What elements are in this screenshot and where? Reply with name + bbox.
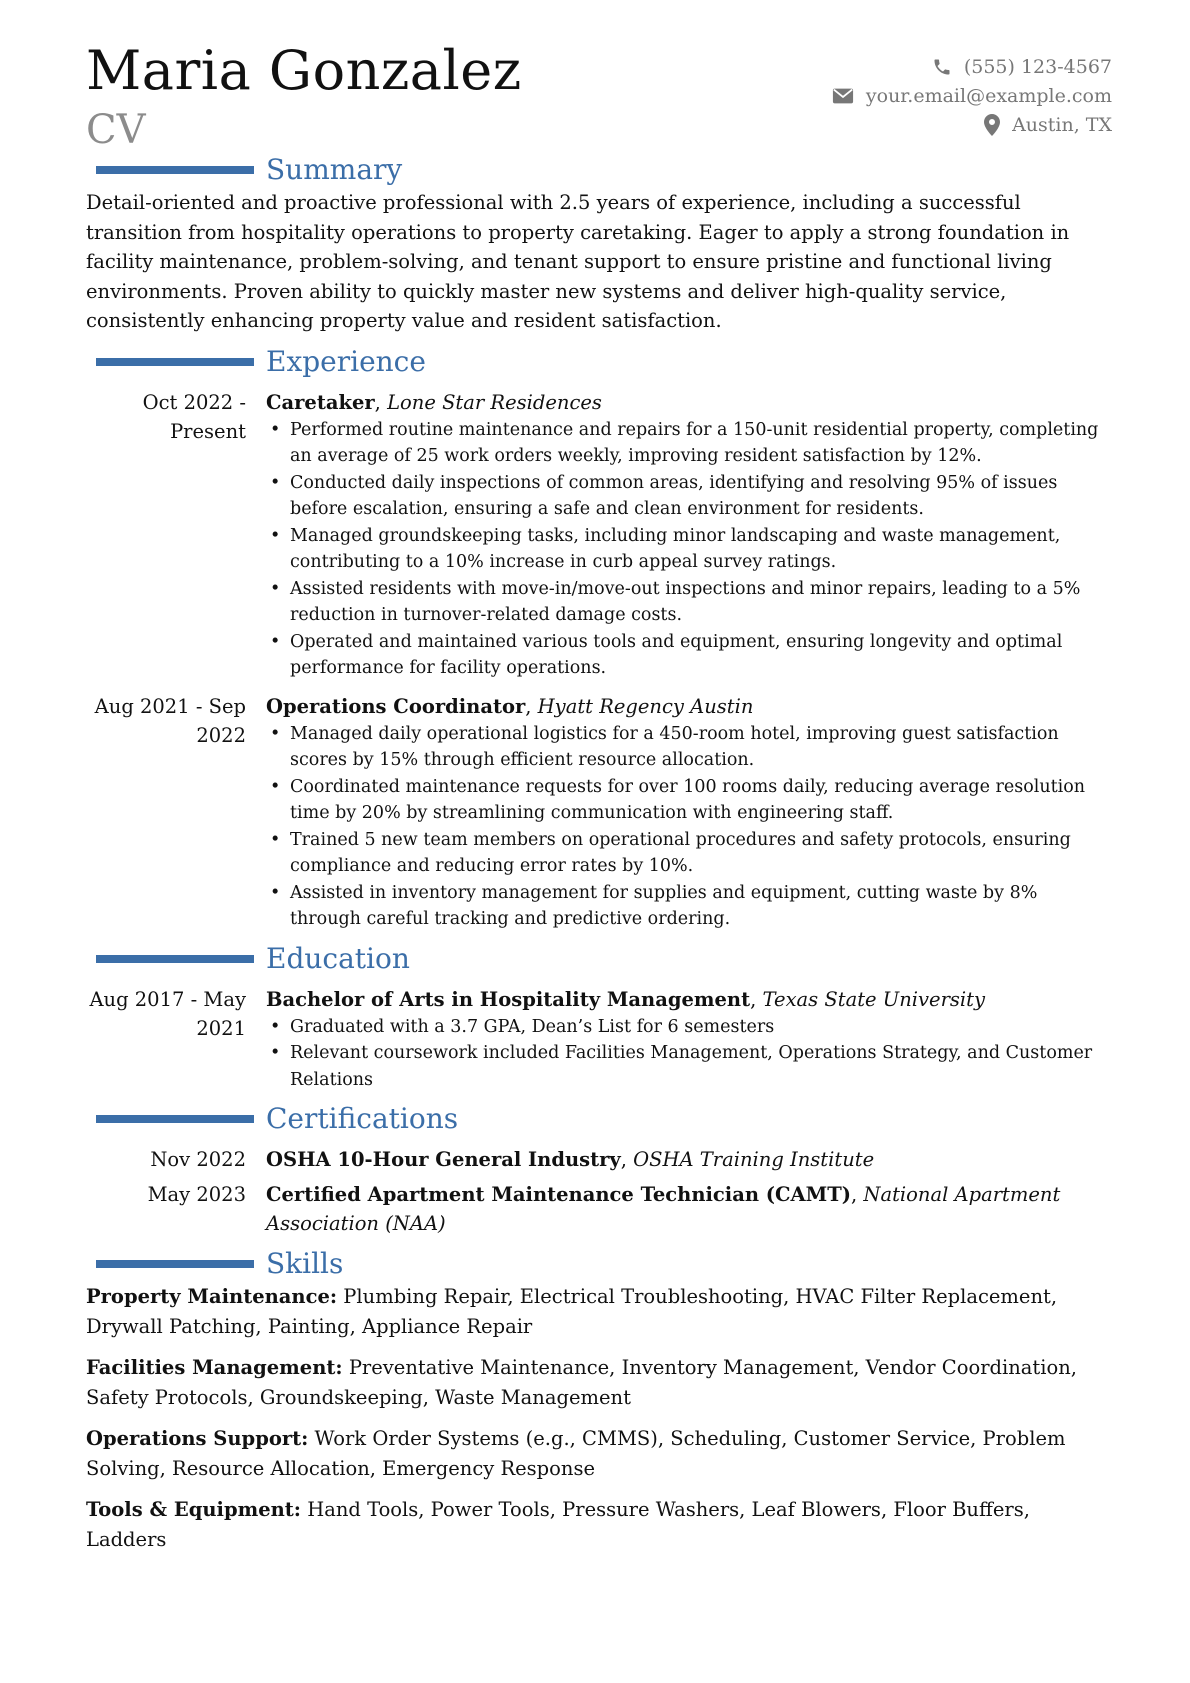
list-item: • Operated and maintained various tools and equipment, ensuring longevity and optimal performance for facility operations. [266, 629, 1112, 682]
section-title: Certifications [266, 1102, 459, 1135]
employer: Lone Star Residences [387, 390, 602, 414]
list-item: • Managed daily operational logistics for a 450-room hotel, improving guest satisfaction scores by 15% through efficient resource allocation. [266, 721, 1112, 774]
degree: Bachelor of Arts in Hospitality Management [266, 987, 751, 1011]
skill-label: Facilities Management: [86, 1356, 343, 1379]
skill-group [86, 1495, 1112, 1554]
summary-text: Detail-oriented and proactive professional with 2.5 years of experience, including a successful transition from hospitality operations to property caretaking. Eager to apply a strong foundation in facility maintenance, problem-solving, and tenant support to ensure pristine and functional living environments. Proven ability to quickly master new systems and deliver high-quality service, consistently enhancing property value and resident satisfaction. [86, 191, 1070, 332]
certification-name: Certified Apartment Maintenance Technician (CAMT) [266, 1183, 851, 1206]
section-accent-bar [96, 166, 254, 174]
resume-page [86, 40, 1112, 1566]
section-heading [86, 344, 1112, 380]
issuer: National Apartment Association (NAA) [266, 1183, 1061, 1235]
section-title: Education [266, 941, 410, 975]
institution: Texas State University [762, 987, 985, 1011]
skill-values: Work Order Systems (e.g., CMMS), Scheduling, Customer Service, Problem Solving, Resource Allocation, Emergency Response [86, 1427, 1066, 1480]
list-item: • Assisted residents with move-in/move-out inspections and minor repairs, leading to a 5% reduction in turnover-related damage costs. [266, 576, 1112, 629]
list-item: • Graduated with a 3.7 GPA, Dean’s List for 6 semesters [266, 1014, 1112, 1041]
section-title: Skills [266, 1247, 344, 1280]
education-section [86, 941, 1112, 1094]
entry-heading: Bachelor of Arts in Hospitality Management, Texas State University [266, 987, 985, 1011]
bullet-list [266, 417, 1112, 682]
list-item: • Performed routine maintenance and repairs for a 150-unit residential property, completing an average of 25 work orders weekly, improving resident satisfaction by 12%. [266, 417, 1112, 470]
entry-date: Aug 2017 - May 2021 [89, 987, 246, 1040]
person-name: Maria Gonzalez [86, 39, 522, 102]
skill-group [86, 1424, 1112, 1483]
skill-group [86, 1282, 1112, 1341]
summary-section [86, 152, 1112, 336]
section-accent-bar [96, 1260, 254, 1268]
entry-date: Aug 2021 - Sep 2022 [94, 694, 246, 747]
list-item: • Relevant coursework included Facilities Management, Operations Strategy, and Customer Relations [266, 1040, 1112, 1093]
certification-name: OSHA 10-Hour General Industry [266, 1148, 621, 1171]
section-title: Summary [266, 153, 403, 186]
experience-entry [86, 388, 1112, 682]
entry-heading: Caretaker, Lone Star Residences [266, 390, 602, 414]
job-title: Operations Coordinator [266, 694, 526, 718]
entry-heading: Certified Apartment Maintenance Technician (CAMT), National Apartment Association (NAA) [266, 1183, 1061, 1235]
section-accent-bar [96, 955, 254, 963]
experience-entry [86, 692, 1112, 933]
entry-date: May 2023 [147, 1183, 246, 1206]
list-item: • Trained 5 new team members on operational procedures and safety protocols, ensuring compliance and reducing error rates by 10%. [266, 827, 1112, 880]
entry-date: Nov 2022 [150, 1148, 246, 1171]
skill-group [86, 1353, 1112, 1412]
certifications-section [86, 1101, 1112, 1238]
skill-values: Plumbing Repair, Electrical Troubleshooting, HVAC Filter Replacement, Drywall Patching, Painting, Appliance Repair [86, 1285, 1058, 1338]
certification-entry [86, 1180, 1112, 1238]
skills-section [86, 1246, 1112, 1554]
skill-label: Operations Support: [86, 1427, 309, 1450]
skill-values: Preventative Maintenance, Inventory Management, Vendor Coordination, Safety Protocols, Groundskeeping, Waste Management [86, 1356, 1078, 1409]
list-item: • Assisted in inventory management for supplies and equipment, cutting waste by 8% through careful tracking and predictive ordering. [266, 880, 1112, 933]
education-entry [86, 985, 1112, 1094]
skill-label: Property Maintenance: [86, 1285, 338, 1308]
job-title: Caretaker [266, 390, 375, 414]
resume-header [86, 40, 1112, 152]
list-item: • Managed groundskeeping tasks, including minor landscaping and waste management, contributing to a 10% increase in curb appeal survey ratings. [266, 523, 1112, 576]
issuer: OSHA Training Institute [633, 1148, 875, 1171]
section-heading [86, 1246, 1112, 1282]
location-text: Austin, TX [1012, 113, 1112, 136]
list-item: • Coordinated maintenance requests for over 100 rooms daily, reducing average resolution time by 20% by streamlining communication with engineering staff. [266, 774, 1112, 827]
contact-email[interactable] [832, 81, 1112, 110]
phone-text: (555) 123-4567 [963, 55, 1112, 78]
section-heading [86, 1101, 1112, 1137]
section-accent-bar [96, 358, 254, 366]
contact-location [832, 110, 1112, 139]
section-title: Experience [266, 344, 426, 378]
contact-phone[interactable] [832, 52, 1112, 81]
section-heading [86, 941, 1112, 977]
skill-values: Hand Tools, Power Tools, Pressure Washers, Leaf Blowers, Floor Buffers, Ladders [86, 1498, 1030, 1551]
email-text: your.email@example.com [865, 84, 1112, 107]
map-pin-icon [984, 114, 1000, 136]
phone-icon [932, 57, 952, 77]
list-item: • Conducted daily inspections of common areas, identifying and resolving 95% of issues before escalation, ensuring a safe and clean environment for residents. [266, 470, 1112, 523]
document-subtitle: CV [86, 107, 146, 153]
employer: Hyatt Regency Austin [537, 694, 754, 718]
section-accent-bar [96, 1115, 254, 1123]
bullet-list [266, 721, 1112, 933]
skill-label: Tools & Equipment: [86, 1498, 301, 1521]
envelope-icon [832, 87, 854, 105]
entry-heading: OSHA 10-Hour General Industry, OSHA Training Institute [266, 1148, 875, 1171]
entry-heading: Operations Coordinator, Hyatt Regency Austin [266, 694, 754, 718]
section-heading [86, 152, 1112, 188]
certification-entry [86, 1145, 1112, 1174]
entry-date: Oct 2022 - Present [142, 390, 246, 443]
bullet-list [266, 1014, 1112, 1094]
experience-section [86, 344, 1112, 933]
contact-info [832, 52, 1112, 139]
